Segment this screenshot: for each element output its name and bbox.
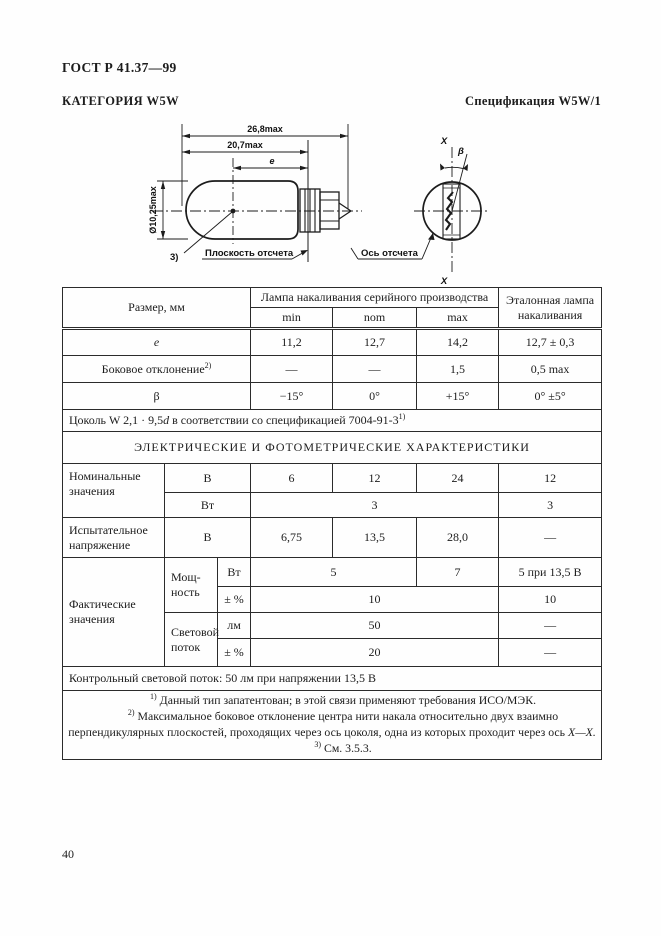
- lamp-technical-drawing: [62, 114, 601, 286]
- footnote-3: $^{3)}$ См. 3.5.3.: [314, 739, 372, 755]
- table-row: [63, 691, 602, 760]
- beta-angle-label: β: [458, 146, 464, 157]
- flux-unit-pct: ± %: [218, 639, 251, 667]
- dim-e-etalon: 12,7 ± 0,3: [499, 329, 602, 356]
- dim-lateral-name: Боковое отклонение$^{2)}$: [63, 356, 251, 383]
- power-pct: 10: [251, 587, 499, 613]
- table-row: [63, 410, 602, 432]
- table-row: [63, 383, 602, 410]
- table-row: [63, 464, 602, 493]
- nominal-unit-v: В: [165, 464, 251, 493]
- header-max: max: [417, 308, 499, 329]
- dim-e-label: e: [269, 156, 275, 166]
- dim-beta-nom: 0°: [333, 383, 417, 410]
- table-row: [63, 329, 602, 356]
- dim-lateral-max: 1,5: [417, 356, 499, 383]
- test-voltage-etalon: —: [499, 518, 602, 558]
- flux-lm-etalon: —: [499, 613, 602, 639]
- dim-e-max: 14,2: [417, 329, 499, 356]
- dim-total-length-label: 26,8max: [247, 124, 283, 134]
- dim-beta-min: −15°: [251, 383, 333, 410]
- axis-x-bottom-label: X: [440, 276, 448, 286]
- reference-plane-label: Плоскость отсчета: [205, 248, 294, 259]
- flux-pct-etalon: —: [499, 639, 602, 667]
- section-title: ЭЛЕКТРИЧЕСКИЕ И ФОТОМЕТРИЧЕСКИЕ ХАРАКТЕРИСТИКИ: [63, 432, 602, 464]
- test-voltage-24: 28,0: [417, 518, 499, 558]
- note3-reference: 3): [170, 252, 179, 263]
- nominal-v12: 12: [333, 464, 417, 493]
- nominal-values-label: Номинальные значения: [63, 464, 165, 518]
- category-title: КАТЕГОРИЯ W5W: [62, 94, 179, 108]
- dim-beta-max: +15°: [417, 383, 499, 410]
- header-size-mm: Размер, мм: [63, 288, 251, 329]
- dim-glass-length-label: 20,7max: [227, 140, 263, 150]
- power-w-etalon: 5 при 13,5 В: [499, 558, 602, 587]
- dim-lateral-etalon: 0,5 max: [499, 356, 602, 383]
- nominal-w-etalon: 3: [499, 493, 602, 518]
- test-voltage-12: 13,5: [333, 518, 417, 558]
- flux-label: Световой поток: [165, 613, 218, 667]
- dim-lateral-min: —: [251, 356, 333, 383]
- dim-beta-name: β: [63, 383, 251, 410]
- table-row: [63, 432, 602, 464]
- axis-x-top-label: X: [440, 136, 448, 147]
- test-voltage-6: 6,75: [251, 518, 333, 558]
- dim-e-nom: 12,7: [333, 329, 417, 356]
- dim-lateral-nom: —: [333, 356, 417, 383]
- reference-axis-label: Ось отсчета: [361, 248, 418, 259]
- nominal-v24: 24: [417, 464, 499, 493]
- flux-pct: 20: [251, 639, 499, 667]
- power-label: Мощ- ность: [165, 558, 218, 613]
- header-etalon-lamp: Эталонная лампа накаливания: [499, 288, 602, 329]
- header-serial-lamp: Лампа накаливания серийного производства: [251, 288, 499, 308]
- footnote-1: $^{1)}$ Данный тип запатентован; в этой связи применяют требования ИСО/МЭК.: [150, 692, 537, 707]
- nominal-unit-w: Вт: [165, 493, 251, 518]
- footnote-2: $^{2)}$ Максимальное боковое отклонение центра нити накала относительно двух взаимно перпендикулярных плоскостей, проходящих через ось цоколя, одна из которых проходит через ось X—X.: [68, 708, 596, 739]
- nominal-w-serial: 3: [251, 493, 499, 518]
- table-row: [63, 518, 602, 558]
- table-row: [63, 558, 602, 587]
- header-min: min: [251, 308, 333, 329]
- specification-table: [62, 287, 602, 760]
- dim-beta-etalon: 0° ±5°: [499, 383, 602, 410]
- dim-diameter-label: Ø10,25max: [148, 186, 158, 234]
- page-number: 40: [62, 847, 74, 861]
- specification-title: Спецификация W5W/1: [465, 94, 601, 108]
- dim-e-name: e: [63, 329, 251, 356]
- power-unit-w: Вт: [218, 558, 251, 587]
- standard-number: ГОСТ Р 41.37—99: [62, 60, 177, 75]
- flux-lm: 50: [251, 613, 499, 639]
- cap-spec-row: Цоколь W 2,1 · 9,5d в соответствии со спецификацией 7004-91-3$^{1)}$: [63, 410, 602, 432]
- table-row: [63, 356, 602, 383]
- test-voltage-label: Испытательное напряжение: [63, 518, 165, 558]
- flux-unit-lm: лм: [218, 613, 251, 639]
- footnotes-block: [63, 691, 602, 760]
- power-w-main: 5: [251, 558, 417, 587]
- power-pct-etalon: 10: [499, 587, 602, 613]
- power-w-24: 7: [417, 558, 499, 587]
- table-row: [63, 667, 602, 691]
- nominal-v-etalon: 12: [499, 464, 602, 493]
- nominal-v6: 6: [251, 464, 333, 493]
- header-nom: nom: [333, 308, 417, 329]
- control-flux-row: Контрольный световой поток: 50 лм при напряжении 13,5 В: [63, 667, 602, 691]
- actual-values-label: Фактические значения: [63, 558, 165, 667]
- power-unit-pct: ± %: [218, 587, 251, 613]
- test-voltage-unit: В: [165, 518, 251, 558]
- dim-e-min: 11,2: [251, 329, 333, 356]
